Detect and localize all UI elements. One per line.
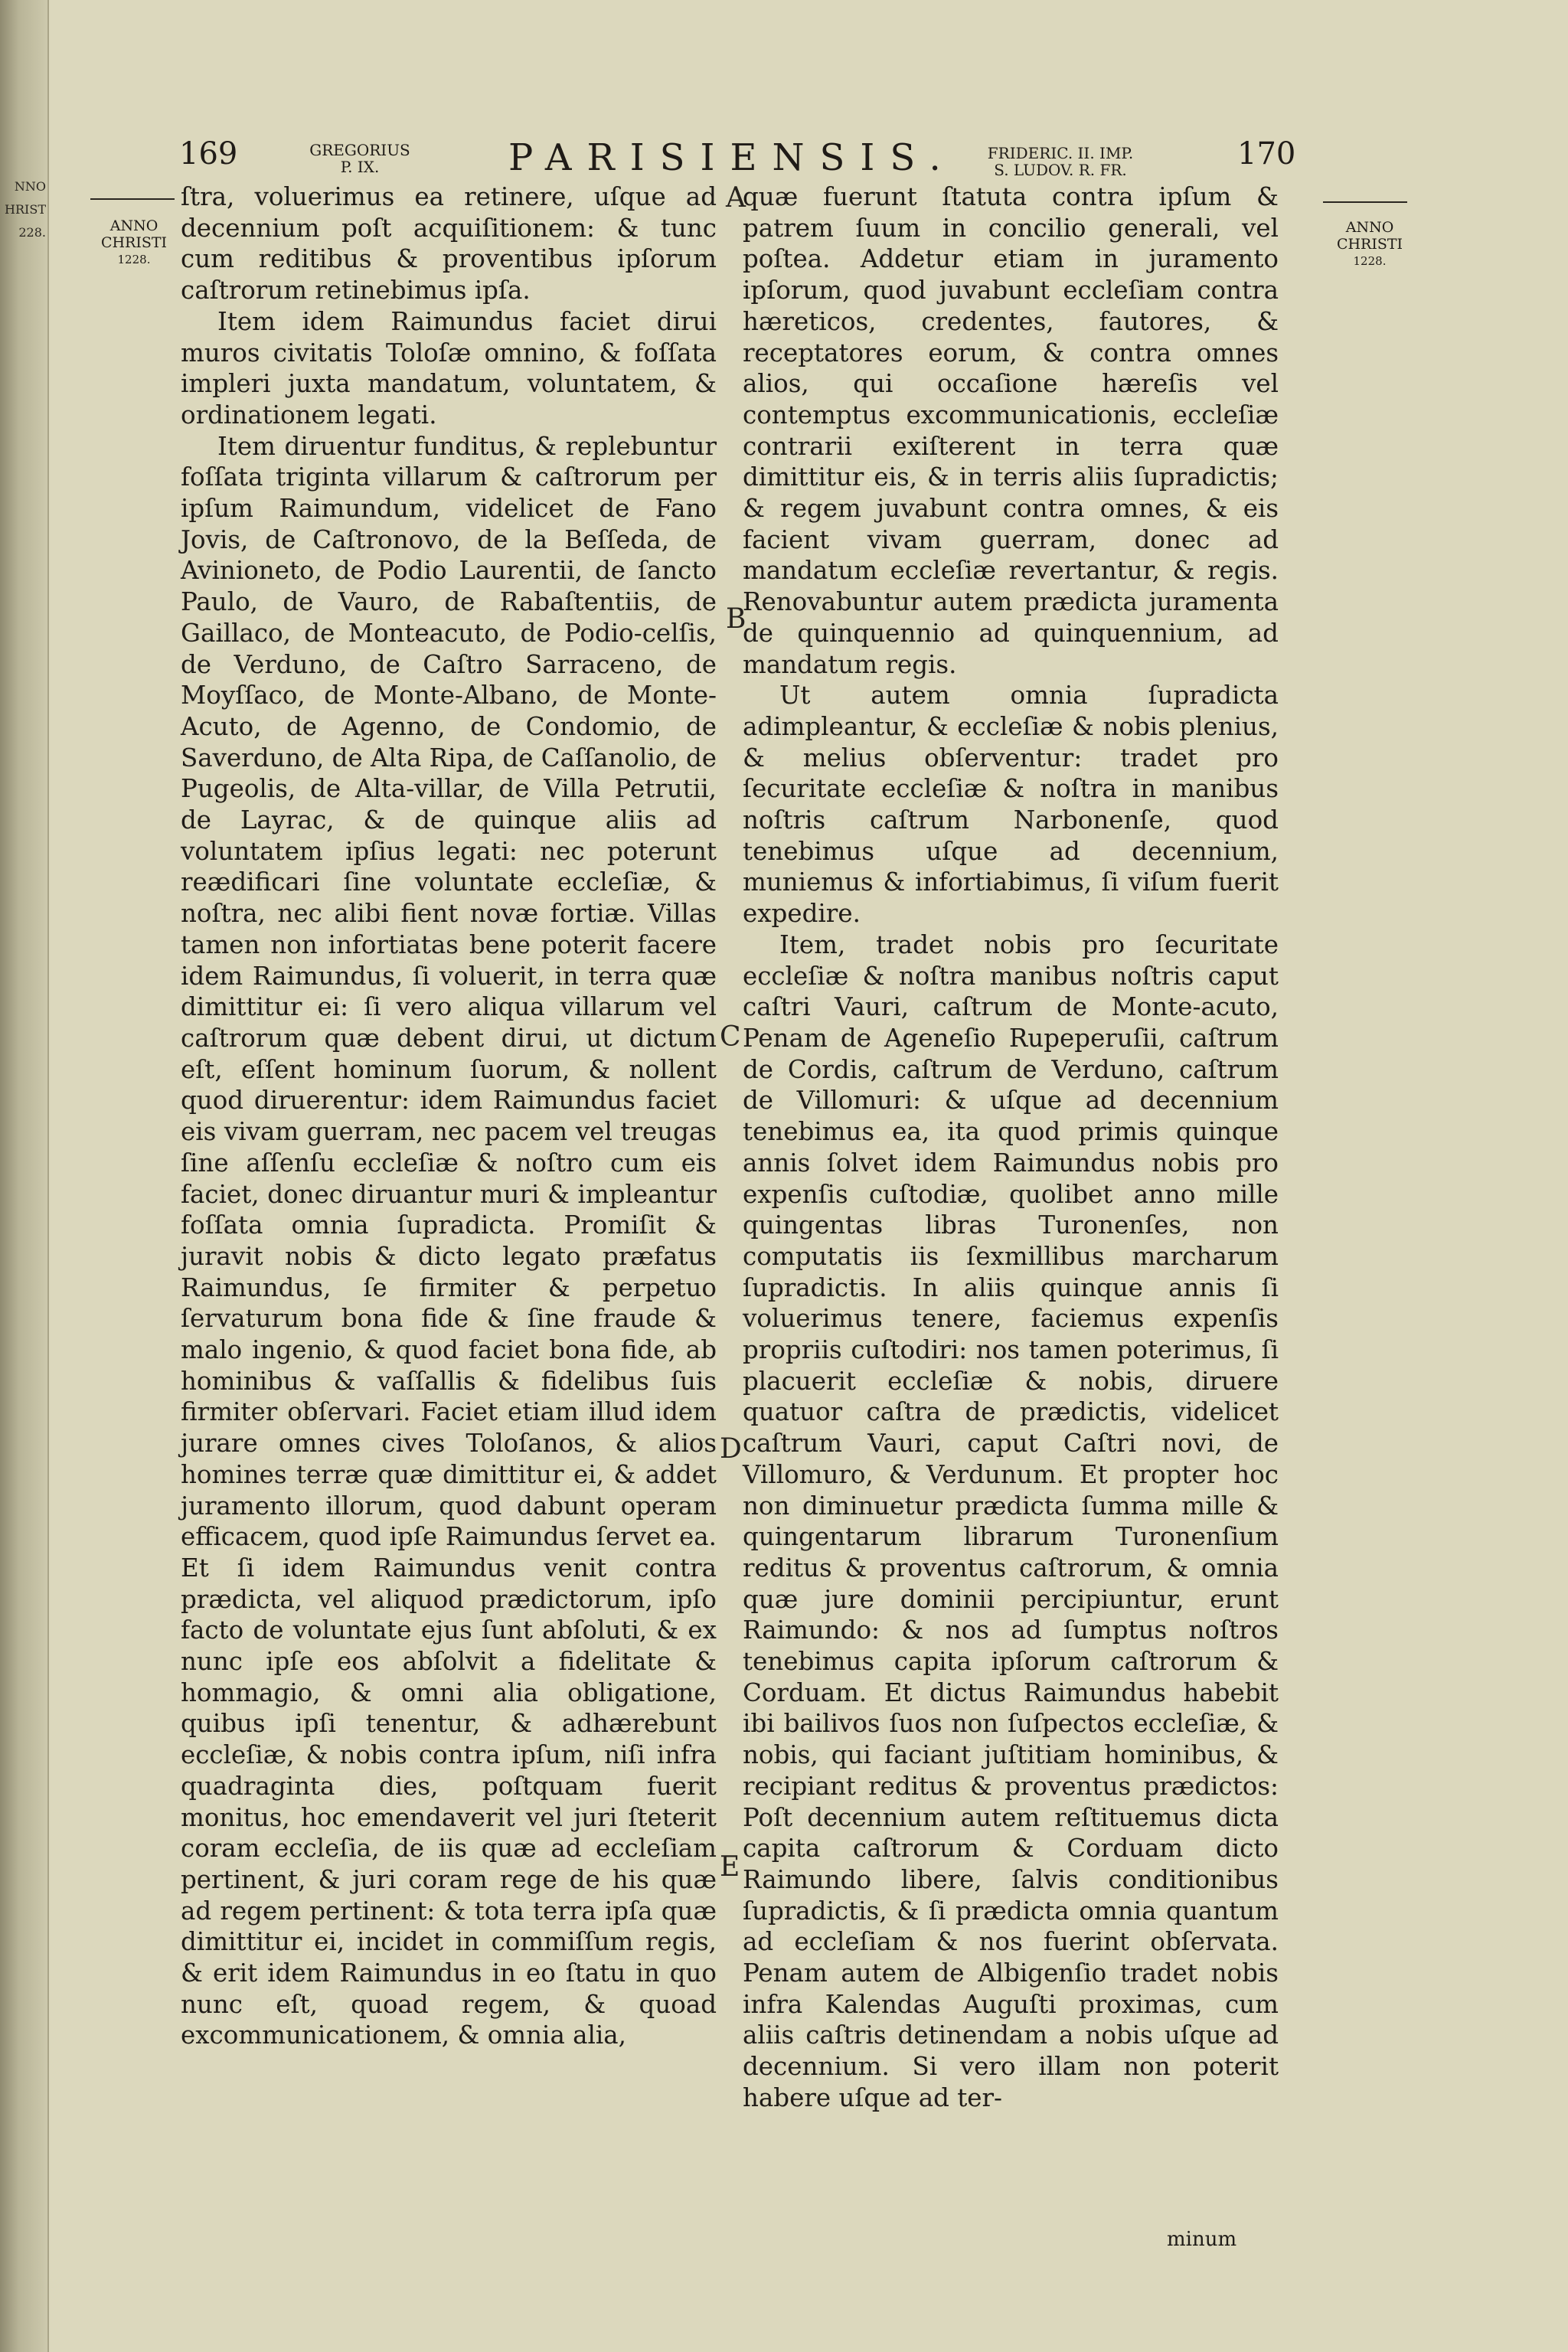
left-christi-label: CHRISTI bbox=[100, 234, 168, 251]
right-anno-label: ANNO bbox=[1345, 219, 1394, 236]
spine-text-1: NNO bbox=[14, 179, 46, 194]
section-marker-c: C bbox=[720, 1021, 741, 1053]
right-page-number: 170 bbox=[1237, 136, 1296, 172]
right-margin-rule bbox=[1323, 201, 1407, 203]
right-paragraph-1: quæ fuerunt ſtatuta contra ipſum & patrem ſuum in concilio generali, vel poſtea. Addetur etiam in juramento ipſorum, quod juvabunt eccleſiam contra hæreticos, credentes, fautores, & receptatores eorum, & contra omnes alios, qui occaſione hæreſis vel contemptus excommunicationis, eccleſiæ contrarii exiſterent in terra quæ dimittitur eis, & in terris aliis ſupradictis; & regem juvabunt contra omnes, & eis facient vivam guerram, donec ad mandatum eccleſiæ revertantur, & regis. Renovabuntur autem prædicta juramenta de quinquennio ad quinquennium, ad mandatum regis. bbox=[743, 182, 1279, 679]
left-paragraph-1: ſtra, voluerimus ea retinere, uſque ad decennium poſt acquiſitionem: & tunc cum reditibus & proventibus ipſorum caſtrorum retinebimus ipſa. bbox=[181, 182, 717, 305]
left-running-head bbox=[299, 142, 421, 175]
section-marker-b: B bbox=[726, 603, 746, 635]
left-text-column bbox=[181, 181, 717, 2051]
right-year-label: 1228. bbox=[1353, 254, 1387, 268]
left-running-head-line2: P. IX. bbox=[340, 158, 380, 176]
spine-text-2: HRIST bbox=[5, 202, 46, 217]
right-margin-year bbox=[1320, 219, 1419, 270]
right-paragraph-3: Item, tradet nobis pro ſecuritate eccleſiæ & noſtra manibus noſtris caput caſtri Vauri, caſtrum de Monte-acuto, Penam de Ageneſio Rupeperuſii, caſtrum de Cordis, caſtrum de Verduno, caſtrum de Villomuri: & uſque ad decennium tenebimus ea, ita quod primis quinque annis ſolvet idem Raimundus nobis pro expenſis cuſtodiæ, quolibet anno mille quingentas libras Turonenſes, non computatis iis ſexmillibus marcharum ſupradictis. In aliis quinque annis ſi voluerimus tenere, faciemus expenſis propriis cuſtodiri: nos tamen poterimus, ſi placuerit eccleſiæ & nobis, diruere quatuor caſtra de prædictis, videlicet caſtrum Vauri, caput Caſtri novi, de Villomuro, & Verdunum. Et propter hoc non diminuetur prædicta ſumma mille & quingentarum librarum Turonenſium reditus & proventus caſtrorum, & omnia quæ jure dominii percipiuntur, erunt Raimundo: & nos ad ſumptus noſtros tenebimus capita ipſorum caſtrorum & Corduam. Et dictus Raimundus habebit ibi bailivos ſuos non ſuſpectos eccleſiæ, & nobis, qui faciant juſtitiam hominibus, & recipiant reditus & proventus prædictos: Poſt decennium autem reſtituemus dicta capita caſtrorum & Corduam dicto Raimundo libere, ſalvis conditionibus ſupradictis, & ſi prædicta omnia quantum ad eccleſiam & nos fuerint obſervata. Penam autem de Albigenſio tradet nobis infra Kalendas Auguſti proximas, cum aliis caſtris detinendam a nobis uſque ad decennium. Si vero illam non poterit habere uſque ad ter- bbox=[743, 929, 1279, 2112]
right-christi-label: CHRISTI bbox=[1336, 236, 1403, 253]
right-running-head-line1: FRIDERIC. II. IMP. bbox=[987, 144, 1134, 162]
right-paragraph-2: Ut autem omnia ſupradicta adimpleantur, & eccleſiæ & nobis plenius, & melius obſerventur: tradet pro ſecuritate eccleſiæ & noſtra in manibus noſtris caſtrum Narbonenſe, quod tenebimus uſque ad decennium, muniemus & infortiabimus, ſi viſum fuerit expedire. bbox=[743, 681, 1279, 929]
left-year-label: 1228. bbox=[117, 253, 151, 266]
section-marker-d: D bbox=[720, 1433, 742, 1465]
left-running-head-line1: GREGORIUS bbox=[309, 141, 410, 159]
left-paragraph-3: Item diruentur funditus, & replebuntur foſſata triginta villarum & caſtrorum per ipſum Raimundum, videlicet de Fano Jovis, de Caſtronovo, de la Beſſeda, de Avinioneto, de Podio Laurentii, de ſancto Paulo, de Vauro, de Rabaſtentiis, de Gaillaco, de Monteacuto, de Podio-celſis, de Verduno, de Caſtro Sarraceno, de Moyſſaco, de Monte-Albano, de Monte-Acuto, de Agenno, de Condomio, de Saverduno, de Alta Ripa, de Caſſanolio, de Pugeolis, de Alta-villar, de Villa Petrutii, de Layrac, & de quinque aliis ad voluntatem ipſius legati: nec poterunt reædificari ſine voluntate eccleſiæ, & noſtra, nec alibi fient novæ fortiæ. Villas tamen non infortiatas bene poterit facere idem Raimundus, ſi voluerit, in terra quæ dimittitur ei: ſi vero aliqua villarum vel caſtrorum quæ debent dirui, ut dictum eſt, eſſent hominum ſuorum, & nollent quod diruerentur: idem Raimundus faciet eis vivam guerram, nec pacem vel treugas ſine aſſenſu eccleſiæ & noſtro cum eis faciet, donec diruantur muri & impleantur foſſata omnia ſupradicta. Promiſit & juravit nobis & dicto legato præfatus Raimundus, ſe firmiter & perpetuo ſervaturum bona fide & ſine fraude & malo ingenio, & quod faciet bona fide, ab hominibus & vaſſallis & fidelibus ſuis firmiter obſervari. Faciet etiam illud idem jurare omnes cives Toloſanos, & alios homines terræ quæ dimittitur ei, & addet juramento illorum, quod dabunt operam efficacem, quod ipſe Raimundus ſervet ea. Et ſi idem Raimundus venit contra prædicta, vel aliquod prædictorum, ipſo facto de voluntate ejus ſunt abſoluti, & ex nunc ipſe eos abſolvit a fidelitate & hommagio, & omni alia obligatione, quibus ipſi tenentur, & adhærebunt eccleſiæ, & nobis contra ipſum, niſi infra quadraginta dies, poſtquam fuerit monitus, hoc emendaverit vel juri ſteterit coram eccleſia, de iis quæ ad eccleſiam pertinent, & juri coram rege de his quæ ad regem pertinent: & tota terra ipſa quæ dimittitur ei, incidet in commiſſum regis, & erit idem Raimundus in eo ſtatu in quo nunc eſt, quoad regem, & quoad excommunicationem, & omnia alia, bbox=[181, 431, 717, 2050]
left-margin-rule bbox=[90, 198, 175, 200]
left-page-number: 169 bbox=[179, 136, 238, 172]
page-title: PARISIENSIS. bbox=[508, 136, 956, 179]
section-marker-a: A bbox=[726, 182, 746, 214]
left-anno-label: ANNO bbox=[109, 217, 158, 234]
right-text-column bbox=[743, 181, 1279, 2114]
adjacent-page-spine bbox=[0, 0, 49, 2352]
book-page bbox=[49, 0, 1568, 2352]
catchword: minum bbox=[1167, 2228, 1237, 2251]
left-paragraph-2: Item idem Raimundus faciet dirui muros civitatis Toloſæ omnino, & foſſata impleri juxta mandatum, voluntatem, & ordinationem legati. bbox=[181, 306, 717, 430]
right-running-head-line2: S. LUDOV. R. FR. bbox=[994, 161, 1127, 179]
right-running-head bbox=[949, 145, 1171, 178]
section-marker-e: E bbox=[720, 1851, 740, 1883]
spine-text-3: 228. bbox=[18, 225, 46, 240]
left-margin-year bbox=[84, 217, 184, 268]
